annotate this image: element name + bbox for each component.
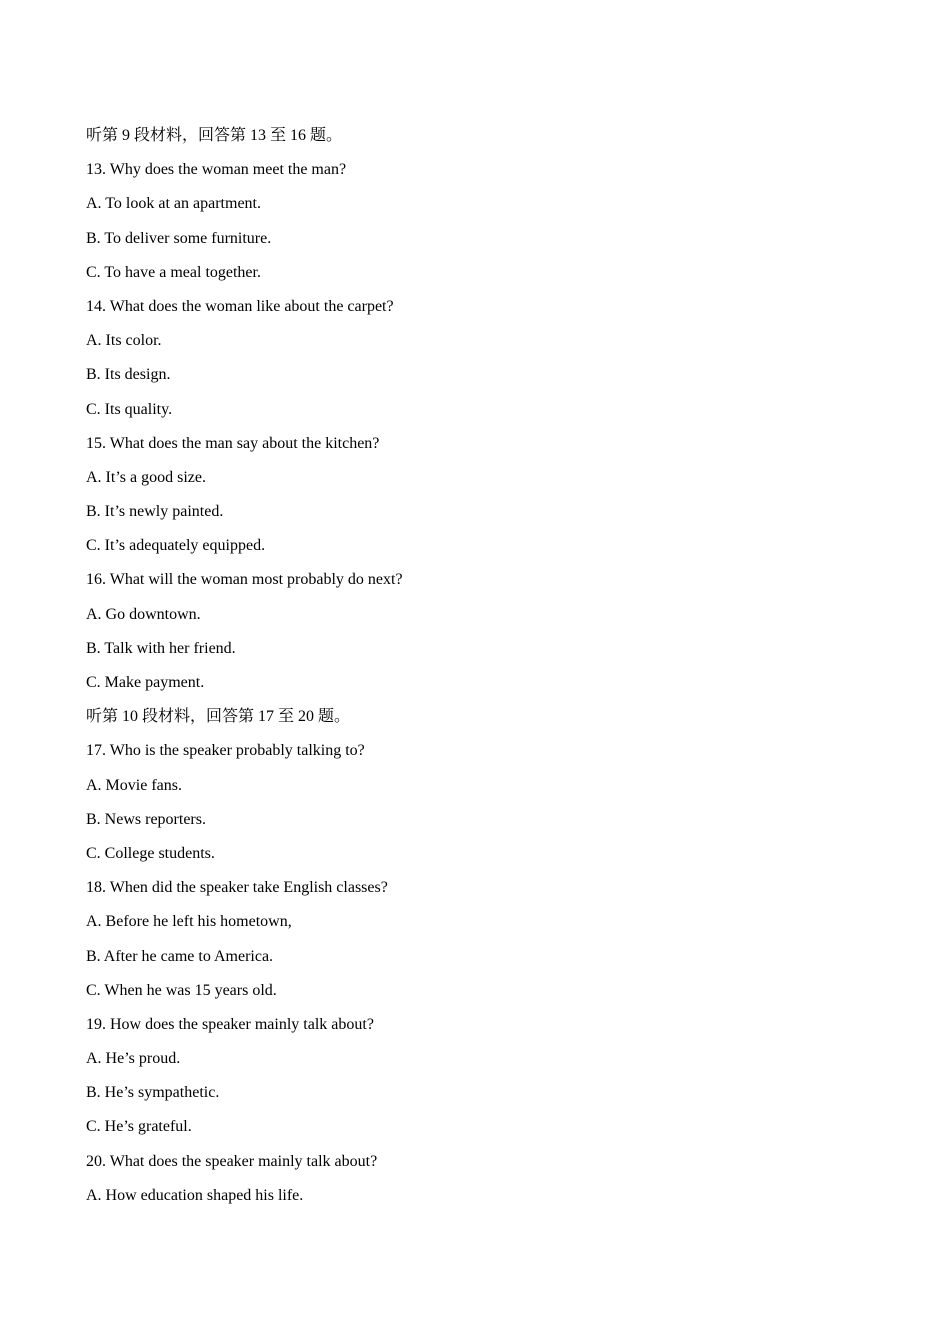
option-13-b: B. To deliver some furniture. — [86, 229, 272, 247]
option-18-c: C. When he was 15 years old. — [86, 981, 277, 999]
option-13-c: C. To have a meal together. — [86, 263, 261, 281]
section-instruction: 听第 10 段材料，回答第 17 至 20 题。 — [86, 708, 351, 726]
question-17: 17. Who is the speaker probably talking to? — [86, 742, 365, 760]
option-18-a: A. Before he left his hometown, — [86, 913, 292, 931]
section-instruction: 听第 9 段材料，回答第 13 至 16 题。 — [86, 127, 343, 144]
option-14-a: A. Its color. — [86, 332, 162, 350]
option-15-c: C. It’s adequately equipped. — [86, 537, 266, 555]
question-18: 18. When did the speaker take English classes? — [86, 879, 388, 897]
option-16-c: C. Make payment. — [86, 674, 205, 691]
question-13: 13. Why does the woman meet the man? — [86, 161, 347, 179]
option-16-b: B. Talk with her friend. — [86, 639, 236, 657]
question-14: 14. What does the woman like about the carpet? — [86, 297, 394, 315]
question-list — [86, 124, 403, 1218]
option-19-c: C. He’s grateful. — [86, 1118, 192, 1136]
option-14-b: B. Its design. — [86, 366, 171, 384]
option-15-a: A. It’s a good size. — [86, 468, 206, 486]
option-19-b: B. He’s sympathetic. — [86, 1084, 220, 1102]
option-20-a: A. How education shaped his life. — [86, 1186, 304, 1204]
option-17-a: A. Movie fans. — [86, 776, 182, 794]
option-17-c: C. College students. — [86, 844, 215, 862]
question-15: 15. What does the man say about the kitchen? — [86, 434, 380, 452]
question-16: 16. What will the woman most probably do next? — [86, 571, 403, 589]
option-19-a: A. He’s proud. — [86, 1050, 181, 1068]
option-18-b: B. After he came to America. — [86, 947, 274, 965]
option-17-b: B. News reporters. — [86, 810, 206, 828]
question-19: 19. How does the speaker mainly talk about? — [86, 1015, 374, 1033]
option-15-b: B. It’s newly painted. — [86, 503, 224, 521]
option-16-a: A. Go downtown. — [86, 605, 201, 623]
question-20: 20. What does the speaker mainly talk about? — [86, 1152, 378, 1170]
option-13-a: A. To look at an apartment. — [86, 195, 261, 213]
option-14-c: C. Its quality. — [86, 400, 173, 418]
